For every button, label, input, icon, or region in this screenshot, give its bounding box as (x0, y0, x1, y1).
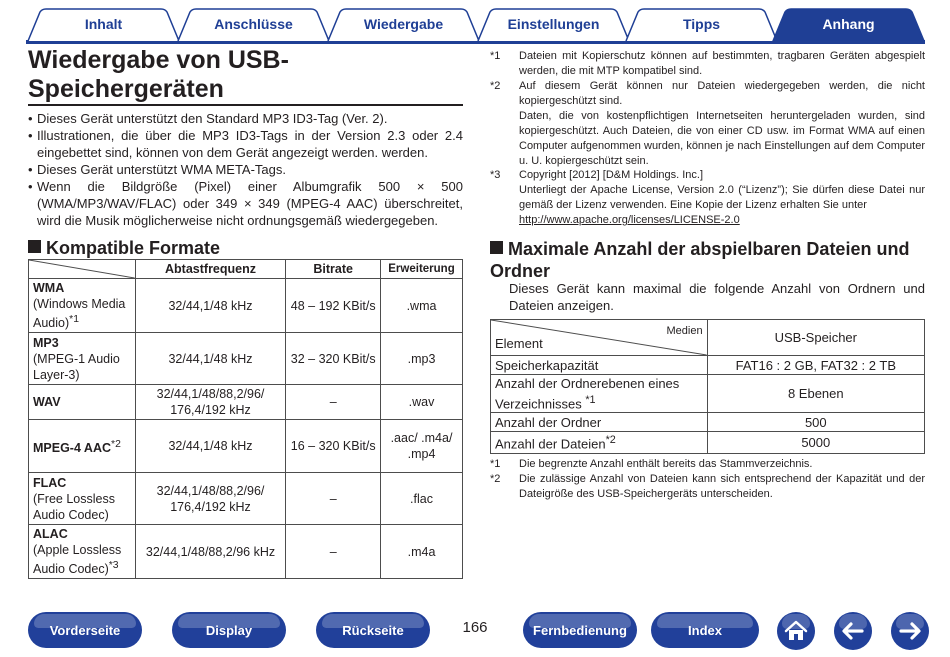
table-corner-cell: Medien Element (491, 320, 708, 356)
table-row (491, 375, 925, 413)
table-row (29, 279, 463, 333)
row-value: 8 Ebenen (707, 375, 924, 413)
row-label: Anzahl der Ordnerebenen eines Verzeichnisses $^{*1}$ (491, 375, 708, 413)
next-page-button[interactable] (891, 612, 929, 650)
ext-cell: .mp3 (381, 333, 463, 385)
table-header-row (491, 320, 925, 356)
footnote-3: *3 Copyright [2012] [D&M Holdings. Inc.] Unterliegt der Apache License, Version 2.0 (“Lizenz”); Sie dürfen diese Datei nur gemäß der Lizenz verwenden. Eine Kopie der Lizenz erhalten Sie unter http://www.apache.org/licenses/LICENSE-2.0 (490, 169, 925, 226)
table-row (29, 333, 463, 385)
bullet-item: • Illustrationen, die über die MP3 ID3-Tags in der Version 2.3 oder 2.4 eingebettet sind, können von dem Gerät angezeigt werden. werden. (28, 127, 463, 161)
freq-cell: 32/44,1/48/88,2/96/ 176,4/192 kHz (135, 385, 286, 420)
tab-inhalt[interactable]: Inhalt (26, 8, 181, 41)
row-value: 5000 (707, 432, 924, 453)
tab-tipps[interactable]: Tipps (624, 8, 779, 41)
format-cell: WAV (29, 385, 136, 420)
header-ext: Erweiterung (381, 260, 463, 279)
bitrate-cell: – (286, 473, 381, 525)
row-label: Speicherkapazität (491, 356, 708, 375)
media-value: USB-Speicher (707, 320, 924, 356)
formats-heading: Kompatible Formate (28, 237, 220, 259)
table-header-row (29, 260, 463, 279)
bitrate-cell: 48 – 192 KBit/s (286, 279, 381, 333)
table-row (29, 473, 463, 525)
ext-cell: .wma (381, 279, 463, 333)
ext-cell: .flac (381, 473, 463, 525)
format-cell: FLAC (Free Lossless Audio Codec) (29, 473, 136, 525)
table-row (491, 413, 925, 432)
bitrate-cell: 16 – 320 KBit/s (286, 420, 381, 473)
limits-heading: Maximale Anzahl der abspielbaren Dateien und Ordner (490, 239, 910, 281)
freq-cell: 32/44,1/48 kHz (135, 420, 286, 473)
bullet-item: • Dieses Gerät unterstützt WMA META-Tags. (28, 161, 463, 178)
previous-page-button[interactable] (834, 612, 872, 650)
row-value: FAT16 : 2 GB, FAT32 : 2 TB (707, 356, 924, 375)
row-label: Anzahl der Ordner (491, 413, 708, 432)
limits-lead-text: Dieses Gerät kann maximal die folgende Anzahl von Ordnern und Dateien anzeigen. (509, 281, 925, 313)
table-row (491, 356, 925, 375)
header-bitrate: Bitrate (286, 260, 381, 279)
bitrate-cell: – (286, 385, 381, 420)
page-number: 166 (462, 619, 488, 636)
table-row (29, 385, 463, 420)
license-link[interactable]: http://www.apache.org/licenses/LICENSE-2.0 (519, 214, 740, 226)
table-row (29, 525, 463, 579)
arrow-right-icon (891, 612, 929, 650)
freq-cell: 32/44,1/48 kHz (135, 279, 286, 333)
bitrate-cell: 32 – 320 KBit/s (286, 333, 381, 385)
tab-anhang[interactable]: Anhang (771, 8, 926, 41)
format-cell: MP3 (MPEG-1 Audio Layer-3) (29, 333, 136, 385)
intro-bullet-list (28, 110, 463, 229)
tab-einstellungen[interactable]: Einstellungen (476, 8, 631, 41)
display-button[interactable]: Display (172, 612, 286, 648)
format-cell: WMA (Windows Media Audio)$^{*1}$ (29, 279, 136, 333)
title-divider (28, 104, 463, 106)
heading-square-icon (28, 240, 41, 253)
row-label: Anzahl der Dateien$^{*2}$ (491, 432, 708, 453)
header-freq: Abtastfrequenz (135, 260, 286, 279)
heading-square-icon (490, 241, 503, 254)
formats-table (28, 259, 463, 579)
limits-table (490, 319, 925, 454)
ext-cell: .wav (381, 385, 463, 420)
index-button[interactable]: Index (651, 612, 759, 648)
tab-bar (26, 8, 926, 44)
table-row (491, 432, 925, 453)
front-panel-button[interactable]: Vorderseite (28, 612, 142, 648)
format-cell: MPEG-4 AAC$^{*2}$ (29, 420, 136, 473)
bullet-item: • Wenn die Bildgröße (Pixel) einer Albumgrafik 500 × 500 (WMA/MP3/WAV/FLAC) oder 349 × 349 (MPEG-4 AAC) überschreitet, wird die Musik möglicherweise nicht ordnungsgemäß wiedergegeben. (28, 178, 463, 229)
bullet-item: • Dieses Gerät unterstützt den Standard MP3 ID3-Tag (Ver. 2). (28, 110, 463, 127)
remote-control-button[interactable]: Fernbedienung (523, 612, 637, 648)
tab-wiedergabe[interactable]: Wiedergabe (326, 8, 481, 41)
freq-cell: 32/44,1/48/88,2/96 kHz (135, 525, 286, 579)
home-button[interactable] (777, 612, 815, 650)
table-corner-cell (29, 260, 136, 279)
table-row (29, 420, 463, 473)
footnote-limits-1: *1 Die begrenzte Anzahl enthält bereits das Stammverzeichnis. (490, 458, 813, 470)
arrow-left-icon (834, 612, 872, 650)
page-title: Wiedergabe von USB-Speichergeräten (28, 46, 289, 103)
ext-cell: .m4a (381, 525, 463, 579)
rear-panel-button[interactable]: Rückseite (316, 612, 430, 648)
bitrate-cell: – (286, 525, 381, 579)
footnote-2: *2 Auf diesem Gerät können nur Dateien wiedergegeben werden, die nicht kopiergeschützt sind. Daten, die von kostenpflichtigen Internetseiten heruntergeladen wurden, sind kopiergeschützt. Auch Dateien, die von einer CD usw. im Format WMA auf einen Computer aufgenommen wurden, können je nach Einstellungen auf dem Computer u. U. kopiergeschützt sein. (490, 80, 925, 167)
footnote-1: *1 Dateien mit Kopierschutz können auf bestimmten, tragbaren Geräten abgespielt werden, die mit MTP kompatibel sind. (490, 50, 925, 77)
freq-cell: 32/44,1/48/88,2/96/ 176,4/192 kHz (135, 473, 286, 525)
freq-cell: 32/44,1/48 kHz (135, 333, 286, 385)
home-icon (777, 612, 815, 650)
tab-anschluesse[interactable]: Anschlüsse (176, 8, 331, 41)
footnote-limits-2: *2 Die zulässige Anzahl von Dateien kann sich entsprechend der Kapazität und der Dateigröße des USB-Speichergeräts unterscheiden. (490, 473, 925, 500)
row-value: 500 (707, 413, 924, 432)
format-cell: ALAC (Apple Lossless Audio Codec)$^{*3}$ (29, 525, 136, 579)
ext-cell: .aac/ .m4a/ .mp4 (381, 420, 463, 473)
